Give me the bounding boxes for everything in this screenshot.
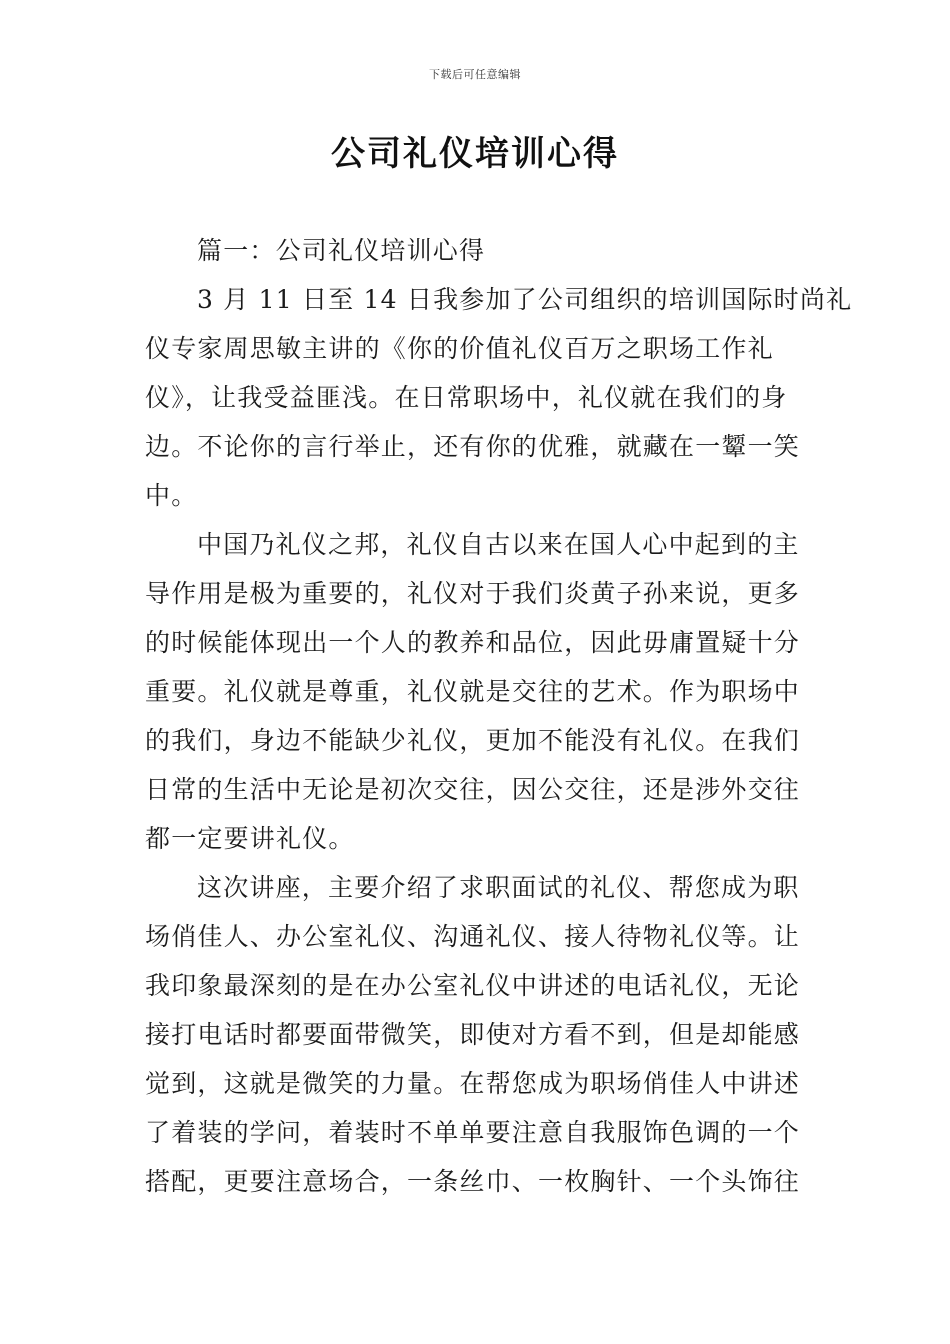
paragraph-line: 3 月 11 日至 14 日我参加了公司组织的培训国际时尚礼 xyxy=(197,285,853,314)
paragraph-line: 我印象最深刻的是在办公室礼仪中讲述的电话礼仪，无论 xyxy=(145,971,801,1000)
paragraph-line: 仪》，让我受益匪浅。在日常职场中，礼仪就在我们的身 xyxy=(145,383,788,412)
paragraph-line: 日常的生活中无论是初次交往，因公交往，还是涉外交往 xyxy=(145,775,801,804)
document-body xyxy=(145,226,853,1206)
paragraph-line: 场俏佳人、办公室礼仪、沟通礼仪、接人待物礼仪等。让 xyxy=(145,922,801,951)
section-heading: 篇一：公司礼仪培训心得 xyxy=(197,236,486,265)
paragraph-line: 中国乃礼仪之邦，礼仪自古以来在国人心中起到的主 xyxy=(197,530,800,559)
paragraph-line: 搭配，更要注意场合，一条丝巾、一枚胸针、一个头饰往 xyxy=(145,1167,801,1196)
paragraph-line: 接打电话时都要面带微笑，即使对方看不到，但是却能感 xyxy=(145,1020,801,1049)
paragraph-line: 重要。礼仪就是尊重，礼仪就是交往的艺术。作为职场中 xyxy=(145,677,801,706)
header-note: 下载后可任意编辑 xyxy=(429,68,521,81)
paragraph-line: 觉到，这就是微笑的力量。在帮您成为职场俏佳人中讲述 xyxy=(145,1069,801,1098)
paragraph-line: 这次讲座，主要介绍了求职面试的礼仪、帮您成为职 xyxy=(197,873,800,902)
paragraph-line: 都一定要讲礼仪。 xyxy=(145,824,355,853)
paragraph-line: 中。 xyxy=(145,481,198,510)
paragraph-line: 仪专家周思敏主讲的《你的价值礼仪百万之职场工作礼 xyxy=(145,334,774,363)
paragraph-line: 的时候能体现出一个人的教养和品位，因此毋庸置疑十分 xyxy=(145,628,801,657)
paragraph-line: 了着装的学问，着装时不单单要注意自我服饰色调的一个 xyxy=(145,1118,801,1147)
document-title: 公司礼仪培训心得 xyxy=(331,134,619,174)
paragraph-line: 的我们，身边不能缺少礼仪，更加不能没有礼仪。在我们 xyxy=(145,726,801,755)
paragraph-line: 边。不论你的言行举止，还有你的优雅，就藏在一颦一笑 xyxy=(145,432,801,461)
paragraph-line: 导作用是极为重要的，礼仪对于我们炎黄子孙来说，更多 xyxy=(145,579,801,608)
